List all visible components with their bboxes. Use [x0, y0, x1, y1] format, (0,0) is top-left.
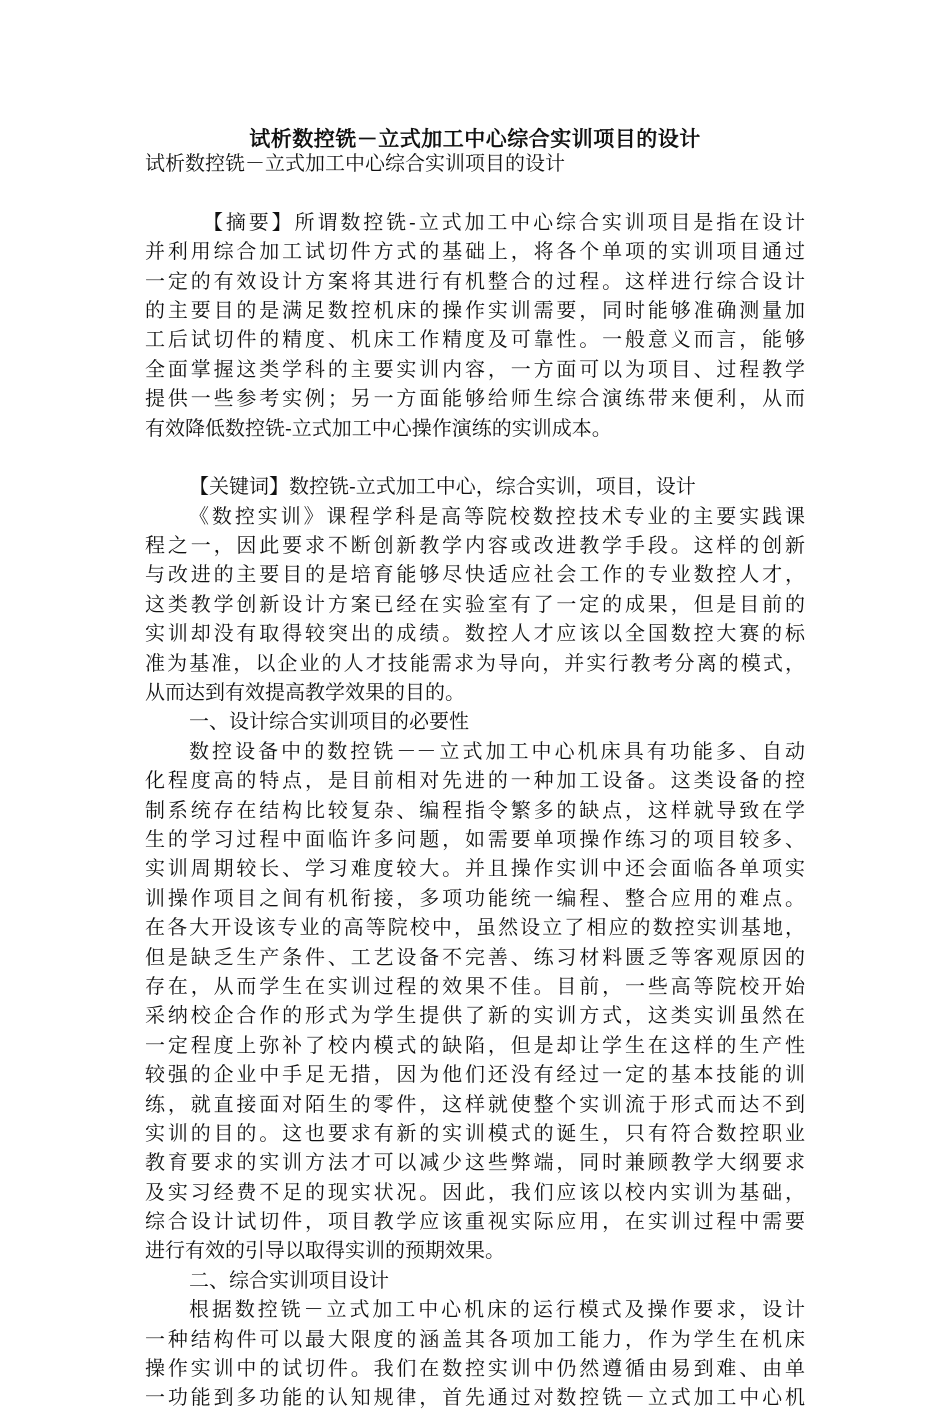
- section-heading: 一、设计综合实训项目的必要性: [189, 709, 469, 734]
- paragraph-line: 并利用综合加工试切件方式的基础上，将各个单项的实训项目通过: [145, 239, 805, 264]
- paragraph-line: 有效降低数控铣-立式加工中心操作演练的实训成本。: [145, 415, 612, 440]
- paragraph-line: 较强的企业中手足无措，因为他们还没有经过一定的基本技能的训: [145, 1062, 805, 1087]
- paragraph-line: 操作实训中的试切件。我们在数控实训中仍然遵循由易到难、由单: [145, 1356, 805, 1381]
- paragraph-line: 综合设计试切件，项目教学应该重视实际应用，在实训过程中需要: [145, 1209, 805, 1234]
- keywords-line: 【关键词】数控铣-立式加工中心，综合实训，项目，设计: [189, 474, 696, 499]
- paragraph-line: 这类教学创新设计方案已经在实验室有了一定的成果，但是目前的: [145, 591, 805, 616]
- section-heading: 二、综合实训项目设计: [189, 1267, 389, 1292]
- paragraph-line: 练，就直接面对陌生的零件，这样就使整个实训流于形式而达不到: [145, 1091, 805, 1116]
- paragraph-line: 与改进的主要目的是培育能够尽快适应社会工作的专业数控人才，: [145, 562, 805, 587]
- section1-paragraph: [145, 737, 805, 1266]
- paragraph-line: 的主要目的是满足数控机床的操作实训需要，同时能够准确测量加: [145, 297, 805, 322]
- document-subtitle: 试析数控铣－立式加工中心综合实训项目的设计: [145, 151, 565, 175]
- paragraph-line: 训操作项目之间有机衔接，多项功能统一编程、整合应用的难点。: [145, 885, 805, 910]
- paragraph-line: 存在，从而学生在实训过程的效果不佳。目前，一些高等院校开始: [145, 973, 805, 998]
- section2-paragraph: [145, 1295, 805, 1413]
- paragraph-line: 但是缺乏生产条件、工艺设备不完善、练习材料匮乏等客观原因的: [145, 944, 805, 969]
- paragraph-line: 教育要求的实训方法才可以减少这些弊端，同时兼顾教学大纲要求: [145, 1150, 805, 1175]
- paragraph-line: 采纳校企合作的形式为学生提供了新的实训方式，这类实训虽然在: [145, 1003, 805, 1028]
- paragraph-line: 在各大开设该专业的高等院校中，虽然设立了相应的数控实训基地，: [145, 915, 805, 940]
- paragraph-line: 实训的目的。这也要求有新的实训模式的诞生，只有符合数控职业: [145, 1120, 805, 1145]
- paragraph-line: 【摘要】所谓数控铣-立式加工中心综合实训项目是指在设计: [203, 209, 805, 234]
- paragraph-line: 生的学习过程中面临许多问题，如需要单项操作练习的项目较多、: [145, 826, 805, 851]
- document-title: 试析数控铣－立式加工中心综合实训项目的设计: [249, 127, 701, 151]
- paragraph-line: 提供一些参考实例；另一方面能够给师生综合演练带来便利，从而: [145, 386, 805, 411]
- paragraph-line: 制系统存在结构比较复杂、编程指令繁多的缺点，这样就导致在学: [145, 797, 805, 822]
- paragraph-line: 全面掌握这类学科的主要实训内容，一方面可以为项目、过程教学: [145, 356, 805, 381]
- paragraph-line: 实训周期较长、学习难度较大。并且操作实训中还会面临各单项实: [145, 856, 805, 881]
- paragraph-line: 及实习经费不足的现实状况。因此，我们应该以校内实训为基础，: [145, 1179, 805, 1204]
- paragraph-line: 化程度高的特点，是目前相对先进的一种加工设备。这类设备的控: [145, 768, 805, 793]
- paragraph-line: 一定程度上弥补了校内模式的缺陷，但是却让学生在这样的生产性: [145, 1032, 805, 1057]
- blank-line: [145, 178, 805, 207]
- intro-paragraph: [145, 502, 805, 708]
- paragraph-line: 一定的有效设计方案将其进行有机整合的过程。这样进行综合设计: [145, 268, 805, 293]
- paragraph-line: 实训却没有取得较突出的成绩。数控人才应该以全国数控大赛的标: [145, 621, 805, 646]
- paragraph-line: 根据数控铣－立式加工中心机床的运行模式及操作要求，设计: [189, 1297, 805, 1322]
- paragraph-line: 进行有效的引导以取得实训的预期效果。: [145, 1238, 505, 1263]
- paragraph-line: 准为基准，以企业的人才技能需求为导向，并实行教考分离的模式，: [145, 650, 805, 675]
- abstract-paragraph: [145, 208, 805, 443]
- blank-line: [145, 443, 805, 472]
- paragraph-line: 数控设备中的数控铣－－立式加工中心机床具有功能多、自动: [189, 738, 805, 763]
- document-body: [145, 149, 805, 1413]
- paragraph-line: 《数控实训》课程学科是高等院校数控技术专业的主要实践课: [189, 503, 805, 528]
- paragraph-line: 从而达到有效提高教学效果的目的。: [145, 680, 465, 705]
- paragraph-line: 一种结构件可以最大限度的涵盖其各项加工能力，作为学生在机床: [145, 1326, 805, 1351]
- paragraph-line: 一功能到多功能的认知规律，首先通过对数控铣－立式加工中心机: [145, 1385, 805, 1410]
- paragraph-line: 程之一，因此要求不断创新教学内容或改进教学手段。这样的创新: [145, 533, 805, 558]
- paragraph-line: 工后试切件的精度、机床工作精度及可靠性。一般意义而言，能够: [145, 327, 805, 352]
